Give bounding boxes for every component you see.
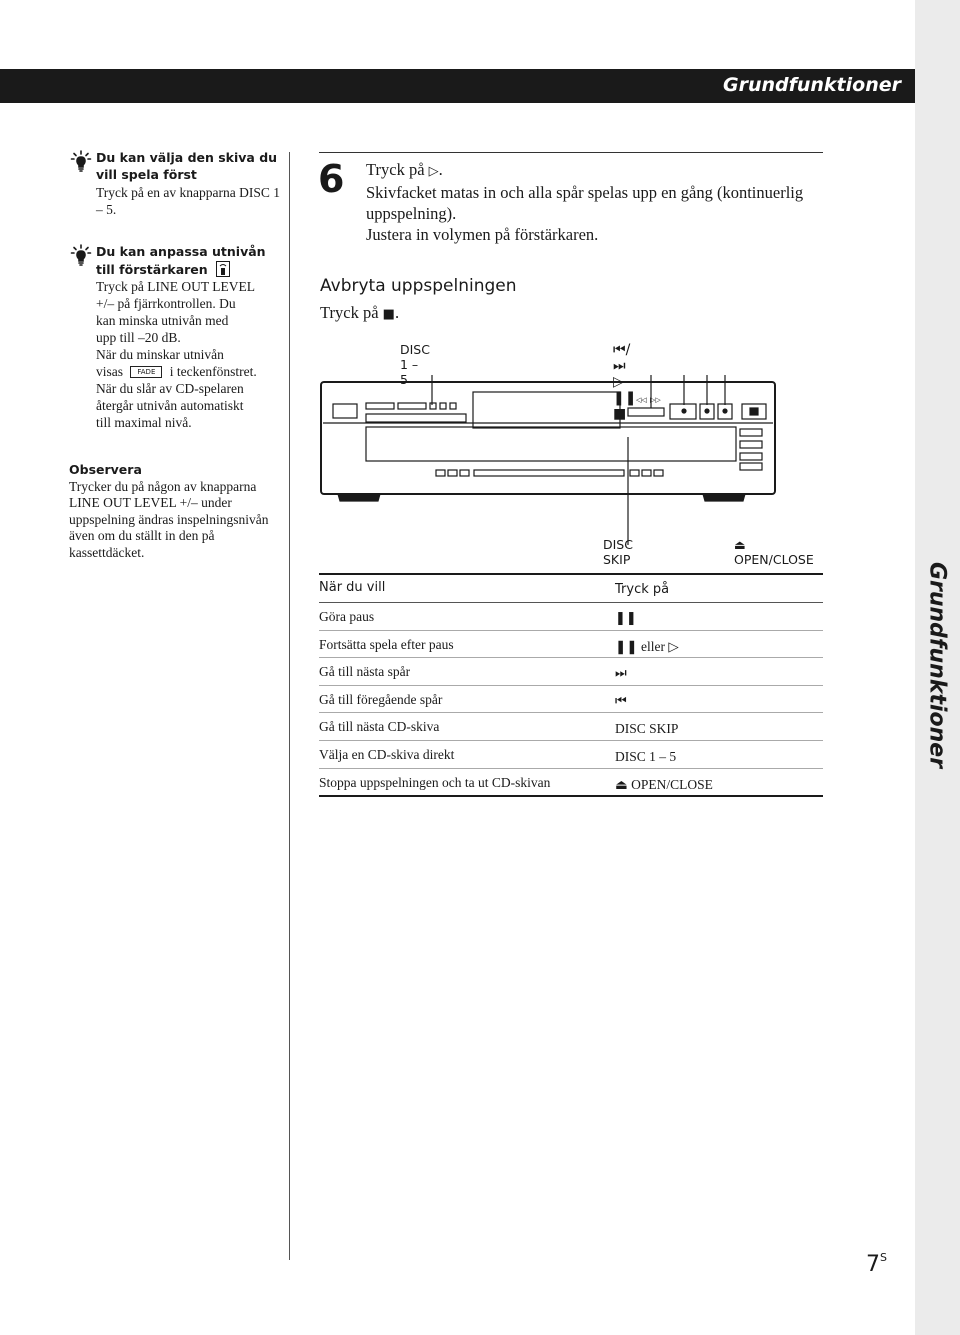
stop-heading: Avbryta uppspelningen — [320, 276, 517, 296]
tip-output-level — [70, 244, 285, 434]
side-tab — [915, 0, 960, 1335]
section-header-bar — [0, 69, 915, 103]
remote-control-icon — [216, 261, 230, 277]
fade-indicator: FADE — [130, 366, 162, 378]
table-row: Välja en CD-skiva direkt DISC 1 – 5 — [319, 741, 823, 769]
stop-text: Tryck på ■. — [320, 303, 400, 322]
lightbulb-icon — [70, 244, 92, 266]
label-disc-1-5: DISC 1 – 5 — [400, 342, 430, 387]
label-disc-skip: DISC SKIP — [603, 537, 633, 567]
table-header-cell: När du vill — [319, 580, 386, 595]
stop-icon: ■ — [382, 307, 395, 322]
table-row: Gå till nästa spår ⏭ — [319, 658, 823, 686]
play-icon: ▷ — [428, 164, 439, 179]
tip-body: Tryck på LINE OUT LEVEL +/– på fjärrkontrollen. Du kan minska utnivån med upp till –20 dB. När du minskar utnivån visas FADE i teckenfönstret. När du slår av CD-spelaren återgår utnivån automatiskt till maximal nivå. — [96, 279, 257, 430]
top-rule — [319, 152, 823, 153]
cd-player-front-panel — [318, 355, 788, 555]
tip-choose-disc — [70, 150, 285, 220]
table-row: Stoppa uppspelningen och ta ut CD-skivan ⏏ OPEN/CLOSE — [319, 769, 823, 798]
function-table — [319, 573, 823, 797]
step-text: Tryck på ▷. Skivfacket matas in och alla spår spelas upp en gång (kontinuerlig uppspelning). Justera in volymen på förstärkaren. — [366, 160, 804, 244]
table-row: Gå till nästa CD-skiva DISC SKIP — [319, 713, 823, 741]
table-row: Gå till föregående spår ⏮ — [319, 686, 823, 714]
tip-title: Du kan anpassa utnivån till förstärkaren — [96, 244, 266, 277]
note-box — [69, 462, 284, 561]
table-row: Göra paus ❚❚ — [319, 603, 823, 631]
svg-text:▷▷: ▷▷ — [650, 396, 661, 404]
table-header-cell: Tryck på — [615, 582, 670, 597]
note-title: Observera — [69, 462, 142, 477]
table-header-row — [319, 573, 823, 603]
table-row: Fortsätta spela efter paus ❚❚ eller ▷ — [319, 631, 823, 659]
section-title: Grundfunktioner — [722, 74, 901, 96]
svg-text:◁◁: ◁◁ — [636, 396, 647, 404]
note-body: Trycker du på någon av knapparna LINE OUT LEVEL +/– under uppspelning ändras inspelningsnivån även om du ställt in den på kassettdäcket. — [69, 478, 269, 560]
tip-title: Du kan välja den skiva du vill spela först — [96, 150, 278, 182]
page-number: $7^S$ — [866, 1251, 887, 1277]
lightbulb-icon — [70, 150, 92, 172]
column-divider — [289, 152, 290, 1260]
side-tab-label: Grundfunktioner — [924, 561, 950, 769]
label-open-close: ⏏ OPEN/CLOSE — [734, 537, 814, 567]
label-transport-buttons: ⏮/⏭ ▷ ❚❚ ■ — [613, 342, 637, 422]
tip-body: Tryck på en av knapparna DISC 1 – 5. — [96, 185, 280, 217]
step-number: 6 — [318, 157, 345, 201]
